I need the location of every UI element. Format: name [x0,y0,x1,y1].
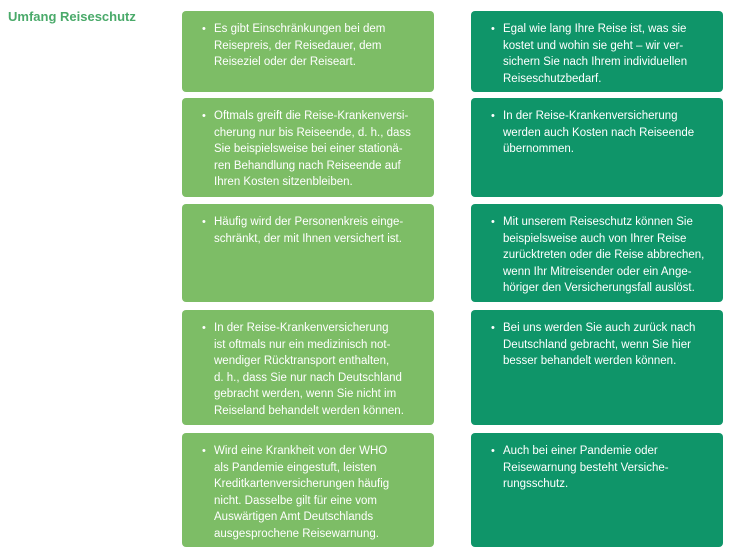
bullet-icon: • [491,445,495,457]
bullet-icon: • [202,23,206,35]
bullet-icon: • [491,110,495,122]
bullet-icon: • [202,216,206,228]
benefit-card [471,310,723,425]
section-title: Umfang Reiseschutz [8,9,136,24]
limitation-card [182,98,434,197]
bullet-item [202,443,418,542]
bullet-icon: • [491,216,495,228]
bullet-item [491,21,707,87]
benefit-card [471,98,723,197]
bullet-item [202,21,418,71]
benefit-card [471,11,723,92]
bullet-item [491,443,707,493]
bullet-text: Wird eine Krankheit von der WHO als Pandemie eingestuft, leisten Kreditkartenversicherungen häufig nicht. Dasselbe gilt für eine vom Auswärtigen Amt Deutschlands ausgesprochene Reisewarnung. [214,445,390,540]
limitation-card [182,11,434,92]
bullet-text: Bei uns werden Sie auch zurück nach Deutschland gebracht, wenn Sie hier besser behandelt werden können. [503,322,696,367]
bullet-item [491,214,707,297]
bullet-text: Mit unserem Reiseschutz können Sie beispielsweise auch von Ihrer Reise zurücktreten oder die Reise abbrechen, wenn Ihr Mitreisender oder ein Ange- höriger den Versicherungsfall auslöst. [503,216,705,294]
bullet-text: Es gibt Einschränkungen bei dem Reisepreis, der Reisedauer, dem Reiseziel oder der Reiseart. [214,23,386,68]
bullet-item [202,108,418,191]
benefit-card [471,204,723,302]
bullet-icon: • [202,322,206,334]
bullet-text: Auch bei einer Pandemie oder Reisewarnung besteht Versiche- rungsschutz. [503,445,669,490]
benefit-card [471,433,723,547]
bullet-icon: • [491,322,495,334]
bullet-text: In der Reise-Krankenversicherung werden auch Kosten nach Reiseende übernommen. [503,110,695,155]
bullet-text: Egal wie lang Ihre Reise ist, was sie kostet und wohin sie geht – wir ver- sichern Sie nach Ihrem individuellen Reiseschutzbedarf. [503,23,688,85]
bullet-text: Häufig wird der Personenkreis einge- schränkt, der mit Ihnen versichert ist. [214,216,404,245]
limitation-card [182,204,434,302]
bullet-item [202,320,418,419]
bullet-item [491,320,707,370]
limitation-card [182,433,434,547]
bullet-text: In der Reise-Krankenversicherung ist oftmals nur ein medizinisch not- wendiger Rücktransport enthalten, d. h., dass Sie nur nach Deutschland gebracht werden, wenn Sie nicht im Reiseland behandelt werden können. [214,322,404,417]
limitation-card [182,310,434,425]
bullet-item [491,108,707,158]
bullet-icon: • [491,23,495,35]
bullet-icon: • [202,110,206,122]
bullet-icon: • [202,445,206,457]
bullet-text: Oftmals greift die Reise-Krankenversi- cherung nur bis Reiseende, d. h., dass Sie beispielsweise bei einer stationä- ren Behandlung nach Reiseende auf Ihren Kosten sitzenbleiben. [214,110,411,188]
bullet-item [202,214,418,247]
